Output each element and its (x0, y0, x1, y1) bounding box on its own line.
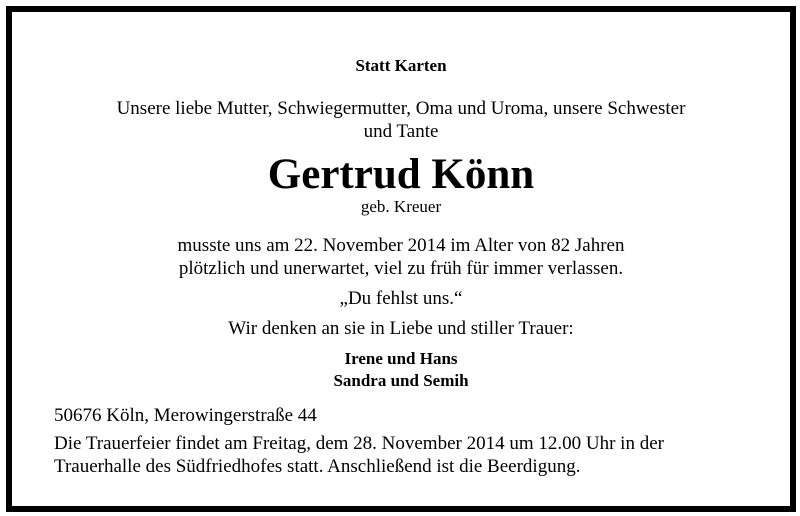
deceased-name: Gertrud Könn (267, 151, 535, 198)
heading: Statt Karten (355, 56, 447, 75)
quote: „Du fehlst uns.“ (339, 288, 463, 309)
obituary-notice (6, 6, 796, 512)
mourner-name: Irene und Hans (344, 349, 458, 368)
message-text (12, 234, 790, 280)
mourner-name: Sandra und Semih (333, 371, 469, 390)
funeral-line: Die Trauerfeier findet am Freitag, dem 28. November 2014 um 12.00 Uhr in der (54, 433, 664, 454)
funeral-line: Trauerhalle des Südfriedhofes statt. Anschließend ist die Beerdigung. (54, 456, 581, 477)
birth-name: geb. Kreuer (360, 197, 442, 216)
remembrance-text: Wir denken an sie in Liebe und stiller Trauer: (228, 318, 574, 339)
message-line: plötzlich und unerwartet, viel zu früh für immer verlassen. (178, 258, 624, 279)
message-line: musste uns am 22. November 2014 im Alter von 82 Jahren (177, 235, 625, 256)
address: 50676 Köln, Merowingerstraße 44 (54, 405, 317, 426)
intro-line: Unsere liebe Mutter, Schwiegermutter, Oma und Uroma, unsere Schwester (116, 98, 686, 119)
intro-text (12, 97, 790, 143)
intro-line: und Tante (363, 121, 439, 142)
funeral-info (54, 432, 664, 478)
mourners (12, 348, 790, 392)
